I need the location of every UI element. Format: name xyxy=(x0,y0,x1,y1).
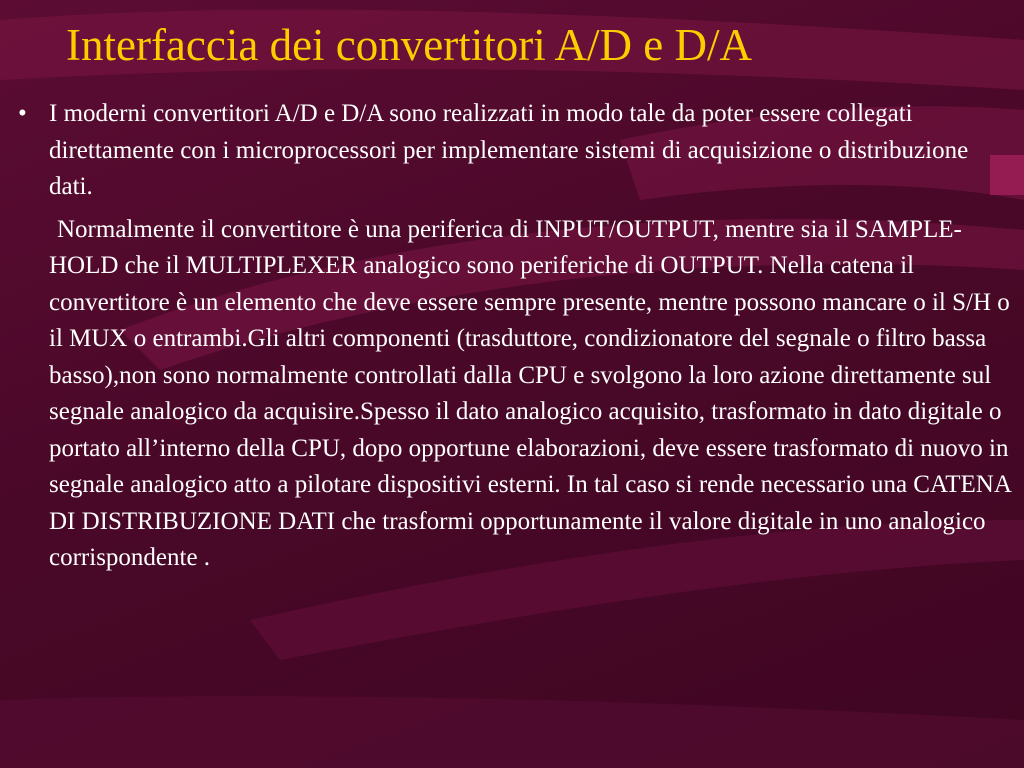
bullet-item xyxy=(18,96,1018,206)
slide-title: Interfaccia dei convertitori A/D e D/A xyxy=(66,20,752,70)
wave-band-bottom xyxy=(0,696,1024,768)
paragraph-intro: I moderni convertitori A/D e D/A sono realizzati in modo tale da poter essere collegati direttamente con i microprocessori per implementare sistemi di acquisizione o distribuzione dati. xyxy=(49,100,969,200)
bullet-icon: • xyxy=(18,100,27,127)
slide-body xyxy=(18,96,1018,577)
paragraph-detail: Normalmente il convertitore è una periferica di INPUT/OUTPUT, mentre sia il SAMPLE-HOLD che il MULTIPLEXER analogico sono periferiche di OUTPUT. Nella catena il convertitore è un elemento che deve essere sempre presente, mentre possono mancare o il S/H o il MUX o entrambi.Gli altri componenti (trasduttore, condizionatore del segnale o filtro bassa basso),non sono normalmente controllati dalla CPU e svolgono la loro azione direttamente sul segnale analogico da acquisire.Spesso il dato analogico acquisito, trasformato in dato digitale o portato all’interno della CPU, dopo opportune elaborazioni, deve essere trasformato di nuovo in segnale analogico atto a pilotare dispositivi esterni. In tal caso si rende necessario una CATENA DI DISTRIBUZIONE DATI che trasformi opportunamente il valore digitale in uno analogico corrispondente . xyxy=(49,215,1011,571)
